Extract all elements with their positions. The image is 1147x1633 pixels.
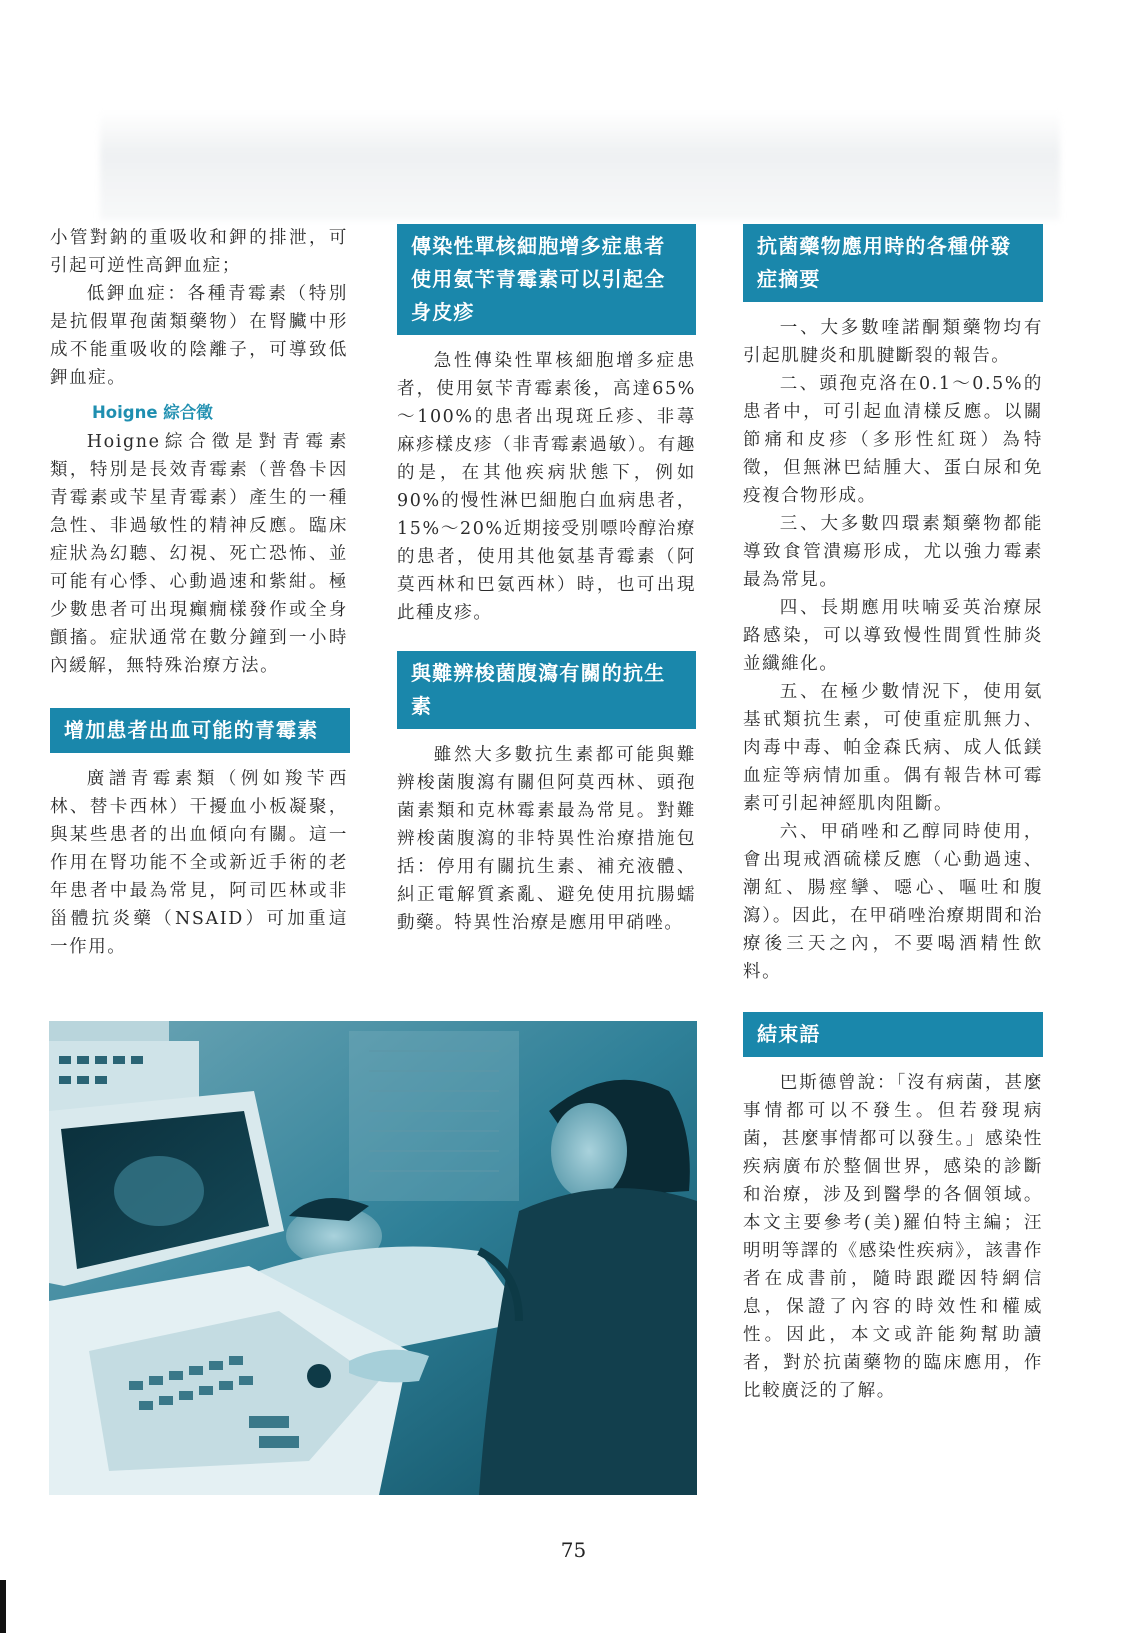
paragraph: 三、大多數四環素類藥物都能導致食管潰瘍形成，尤以強力霉素最為常見。 xyxy=(743,514,1043,590)
paragraph: 四、長期應用呋喃妥英治療尿路感染，可以導致慢性間質性肺炎並纖維化。 xyxy=(743,598,1043,674)
column-2 xyxy=(397,224,696,937)
paragraph: 二、頭孢克洛在0.1～0.5%的患者中，可引起血清樣反應。以關節痛和皮疹（多形性紅斑）為特徵，但無淋巴結腫大、蛋白尿和免疫複合物形成。 xyxy=(743,374,1043,506)
photo-illustration xyxy=(49,1021,697,1495)
paragraph: 六、甲硝唑和乙醇同時使用，會出現戒酒硫樣反應（心動過速、潮紅、腸痙攣、噁心、嘔吐和腹瀉）。因此，在甲硝唑治療期間和治療後三天之內，不要喝酒精性飲料。 xyxy=(743,822,1043,982)
paragraph: 廣譜青霉素類（例如羧苄西林、替卡西林）干擾血小板凝聚，與某些患者的出血傾向有關。這一作用在腎功能不全或新近手術的老年患者中最為常見，阿司匹林或非甾體抗炎藥（NSAID）可加重這一作用。 xyxy=(50,769,348,957)
section-heading-box: 抗菌藥物應用時的各種併發症摘要 xyxy=(743,224,1043,302)
paragraph: Hoigne綜合徵是對青霉素類，特別是長效青霉素（普魯卡因青霉素或苄星青霉素）產生的一種急性、非過敏性的精神反應。臨床症狀為幻聽、幻視、死亡恐怖、並可能有心悸、心動過速和紫紺。極少數患者可出現癲癇樣發作或全身顫搐。症狀通常在數分鐘到一小時內緩解，無特殊治療方法。 xyxy=(50,432,348,676)
paragraph: 一、大多數喹諾酮類藥物均有引起肌腱炎和肌腱斷裂的報告。 xyxy=(743,318,1043,366)
section-subheading: Hoigne 綜合徵 xyxy=(92,403,213,422)
section-heading-box: 增加患者出血可能的青霉素 xyxy=(50,708,350,753)
paragraph: 急性傳染性單核細胞增多症患者，使用氨苄青霉素後，高達65%～100%的患者出現斑丘疹、非蕁麻疹樣皮疹（非青霉素過敏）。有趣的是，在其他疾病狀態下，例如90%的慢性淋巴細胞白血病患者，15%～20%近期接受別嘌呤醇治療的患者，使用其他氨基青霉素（阿莫西林和巴氨西林）時，也可出現此種皮疹。 xyxy=(397,351,696,623)
faded-header-band xyxy=(100,110,1060,220)
column-1 xyxy=(50,224,348,961)
paragraph: 巴斯德曾說：「沒有病菌，甚麼事情都可以不發生。但若發現病菌，甚麼事情都可以發生。」感染性疾病廣布於整個世界，感染的診斷和治療，涉及到醫學的各個領域。本文主要參考(美)羅伯特主編；汪明明等譯的《感染性疾病》，該書作者在成書前，隨時跟蹤因特網信息，保證了內容的時效性和權威性。因此，本文或許能夠幫助讀者，對於抗菌藥物的臨床應用，作比較廣泛的了解。 xyxy=(743,1073,1043,1401)
section-heading-box: 與難辨梭菌腹瀉有關的抗生素 xyxy=(397,651,696,729)
paragraph: 低鉀血症：各種青霉素（特別是抗假單孢菌類藥物）在腎臟中形成不能重吸收的陰離子，可導致低鉀血症。 xyxy=(50,284,348,388)
page-number: 75 xyxy=(560,1538,587,1562)
column-3 xyxy=(743,224,1043,1405)
paragraph: 小管對鈉的重吸收和鉀的排泄，可引起可逆性高鉀血症； xyxy=(50,228,348,276)
section-heading-box: 傳染性單核細胞增多症患者使用氨苄青霉素可以引起全身皮疹 xyxy=(397,224,696,335)
edge-mark xyxy=(0,1580,6,1633)
paragraph: 五、在極少數情況下，使用氨基甙類抗生素，可使重症肌無力、肉毒中毒、帕金森氏病、成人低鎂血症等病情加重。偶有報告林可霉素可引起神經肌肉阻斷。 xyxy=(743,682,1043,814)
paragraph: 雖然大多數抗生素都可能與難辨梭菌腹瀉有關但阿莫西林、頭孢菌素類和克林霉素最為常見。對難辨梭菌腹瀉的非特異性治療措施包括：停用有關抗生素、補充液體、糾正電解質紊亂、避免使用抗腸蠕動藥。特異性治療是應用甲硝唑。 xyxy=(397,745,696,933)
section-heading-box: 結束語 xyxy=(743,1012,1043,1057)
ultrasound-examination-photo xyxy=(49,1021,697,1495)
